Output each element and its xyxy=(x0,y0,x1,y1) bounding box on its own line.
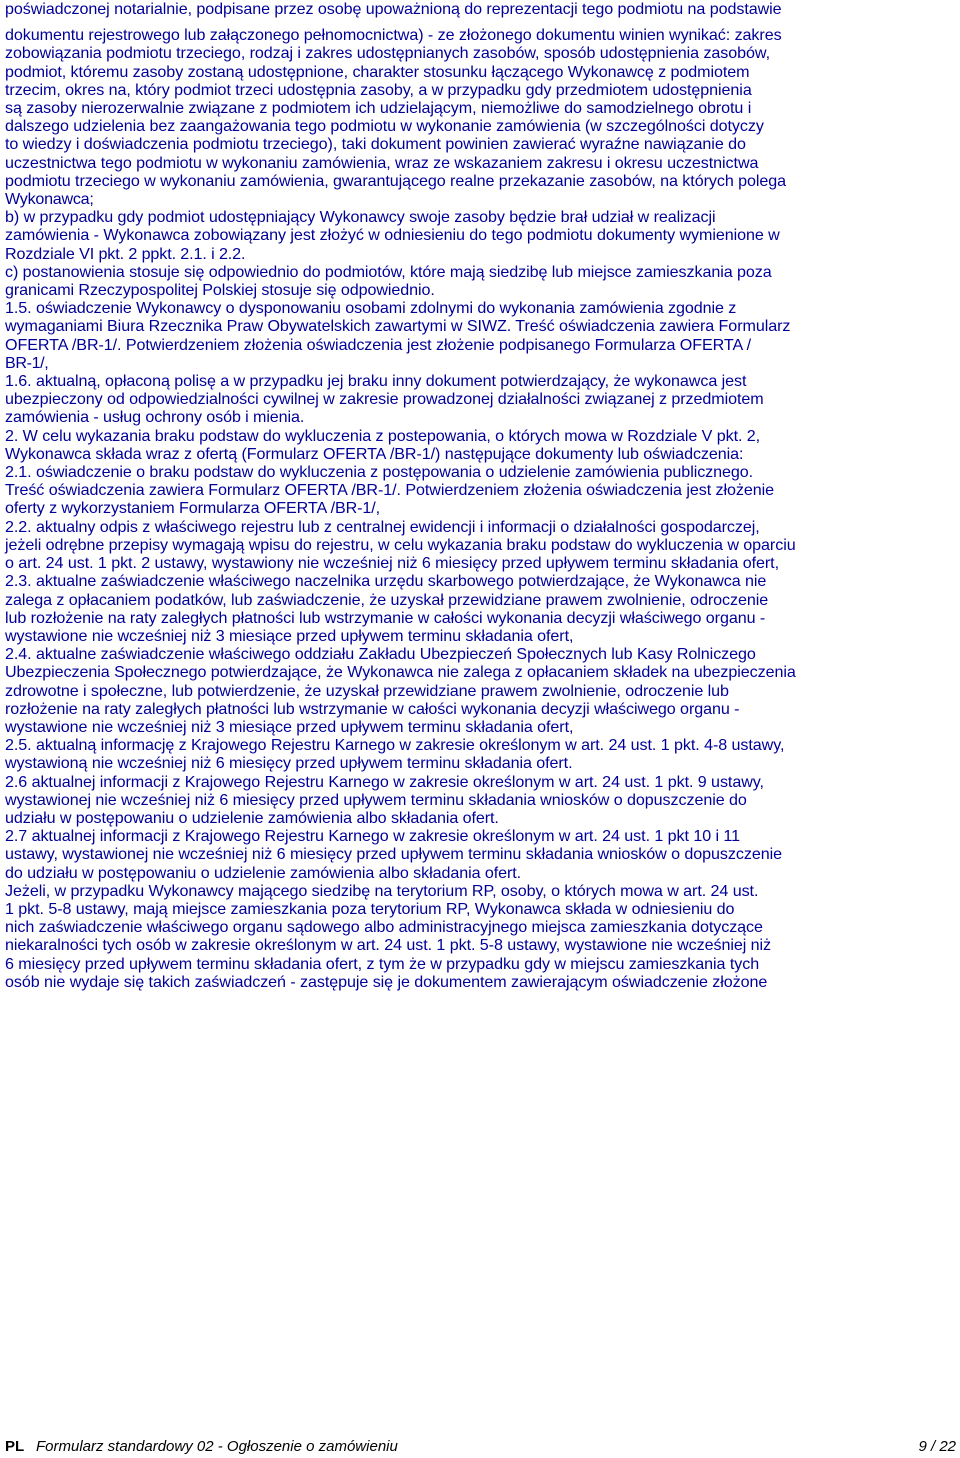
text-line: 2.3. aktualne zaświadczenie właściwego naczelnika urzędu skarbowego potwierdzające, że Wykonawca nie xyxy=(5,572,767,591)
text-line: OFERTA /BR-1/. Potwierdzeniem złożenia oświadczenia jest złożenie podpisanego Formularza OFERTA / xyxy=(5,335,752,354)
document-lines xyxy=(5,26,957,991)
text-line: Wykonawca składa wraz z ofertą (Formularz OFERTA /BR-1/) następujące dokumenty lub oświadczenia: xyxy=(5,444,744,463)
text-line: zobowiązania podmiotu trzeciego, rodzaj i zakres udostępnianych zasobów, sposób udostępnienia zasobów, xyxy=(5,44,770,63)
document-body xyxy=(5,0,957,991)
text-line: 2. W celu wykazania braku podstaw do wykluczenia z postepowania, o których mowa w Rozdziale V pkt. 2, xyxy=(5,426,761,445)
text-line: wystawionej nie wcześniej niż 6 miesięcy przed upływem terminu składania wniosków o dopuszczenie do xyxy=(5,790,747,809)
text-line: Jeżeli, w przypadku Wykonawcy mającego siedzibę na terytorium RP, osoby, o których mowa w art. 24 ust. xyxy=(5,881,759,900)
text-line: zdrowotne i społeczne, lub potwierdzenie, że uzyskał przewidziane prawem zwolnienie, odroczenie lub xyxy=(5,681,729,700)
text-line: Wykonawca; xyxy=(5,190,94,209)
text-line: nich zaświadczenie właściwego organu sądowego albo administracyjnego miejsca zamieszkania dotyczące xyxy=(5,918,763,937)
text-line: zamówienia - Wykonawca zobowiązany jest złożyć w odniesieniu do tego podmiotu dokumenty wymienione w xyxy=(5,226,780,245)
text-line: do udziału w postępowaniu o udzielenie zamówienia albo składania ofert. xyxy=(5,863,522,882)
text-line: 2.1. oświadczenie o braku podstaw do wykluczenia z postępowania o udzielenie zamówienia publicznego. xyxy=(5,463,754,482)
text-line: uczestnictwa tego podmiotu w wykonaniu zamówienia, wraz ze wskazaniem zakresu i okresu uczestnictwa xyxy=(5,153,759,172)
text-line: jeżeli odrębne przepisy wymagają wpisu do rejestru, w celu wykazania braku podstaw do wykluczenia w oparciu xyxy=(5,535,796,554)
paragraph-gap xyxy=(5,18,957,26)
text-line: wymaganiami Biura Rzecznika Praw Obywatelskich zawartymi w SIWZ. Treść oświadczenia zawiera Formularz xyxy=(5,317,791,336)
text-line: oferty z wykorzystaniem Formularza OFERTA /BR-1/, xyxy=(5,499,381,518)
text-line: rozłożenie na raty zaległych płatności lub wstrzymanie w całości wykonania decyzji właściwego organu - xyxy=(5,699,740,718)
text-line: to wiedzy i doświadczenia podmiotu trzeciego), taki dokument powinien zawierać wyraźne nawiązanie do xyxy=(5,135,746,154)
form-title: Formularz standardowy 02 - Ogłoszenie o zamówieniu xyxy=(36,1438,398,1455)
text-line: granicami Rzeczypospolitej Polskiej stosuje się odpowiednio. xyxy=(5,281,435,300)
text-line: zamówienia - usług ochrony osób i mienia. xyxy=(5,408,305,427)
text-line: Rozdziale VI pkt. 2 ppkt. 2.1. i 2.2. xyxy=(5,244,246,263)
text-line: Treść oświadczenia zawiera Formularz OFERTA /BR-1/. Potwierdzeniem złożenia oświadczenia jest złożenie xyxy=(5,481,774,500)
text-line: BR-1/, xyxy=(5,353,49,372)
text-line: podmiot, któremu zasoby zostaną udostępnione, charakter stosunku łączącego Wykonawcę z podmiotem xyxy=(5,62,750,81)
text-line: 2.4. aktualne zaświadczenie właściwego oddziału Zakładu Ubezpieczeń Społecznych lub Kasy Rolniczego xyxy=(5,645,756,664)
text-line: niekaralności tych osób w zakresie określonym w art. 24 ust. 1 pkt. 5-8 ustawy, wystawione nie wcześniej niż xyxy=(5,936,772,955)
text-line: o art. 24 ust. 1 pkt. 2 ustawy, wystawiony nie wcześniej niż 6 miesięcy przed upływem terminu składania ofert, xyxy=(5,554,779,573)
language-code: PL xyxy=(5,1438,25,1455)
text-line: c) postanowienia stosuje się odpowiednio do podmiotów, które mają siedzibę lub miejsce zamieszkania poza xyxy=(5,262,772,281)
text-line: wystawioną nie wcześniej niż 6 miesięcy przed upływem terminu składania ofert. xyxy=(5,754,573,773)
text-line: 2.2. aktualny odpis z właściwego rejestru lub z centralnej ewidencji i informacji o działalności gospodarczej, xyxy=(5,517,760,536)
text-line: dalszego udzielenia bez zaangażowania tego podmiotu w wykonanie zamówienia (w szczególności dotyczy xyxy=(5,117,764,136)
text-line: 1.6. aktualną, opłaconą polisę a w przypadku jej braku inny dokument potwierdzający, że wykonawca jest xyxy=(5,372,747,391)
text-line: wystawione nie wcześniej niż 3 miesiące przed upływem terminu składania ofert, xyxy=(5,626,574,645)
text-line: 2.6 aktualnej informacji z Krajowego Rejestru Karnego w zakresie określonym w art. 24 ust. 1 pkt. 9 ustawy, xyxy=(5,772,764,791)
text-line: 1.5. oświadczenie Wykonawcy o dysponowaniu osobami zdolnymi do wykonania zamówienia zgodnie z xyxy=(5,299,737,318)
text-line: poświadczonej notarialnie, podpisane przez osobę upoważnioną do reprezentacji tego podmiotu na podstawie xyxy=(5,0,782,18)
text-line: 2.7 aktualnej informacji z Krajowego Rejestru Karnego w zakresie określonym w art. 24 ust. 1 pkt 10 i 11 xyxy=(5,827,740,846)
text-line: 2.5. aktualną informację z Krajowego Rejestru Karnego w zakresie określonym w art. 24 ust. 1 pkt. 4-8 ustawy, xyxy=(5,736,785,755)
text-line: są zasoby nierozerwalnie związane z podmiotem ich udzielającym, niemożliwe do samodzielnego obrotu i xyxy=(5,99,752,118)
text-line: lub rozłożenie na raty zaległych płatności lub wstrzymanie w całości wykonania decyzji właściwego organu - xyxy=(5,608,766,627)
text-line: b) w przypadku gdy podmiot udostępniający Wykonawcy swoje zasoby będzie brał udział w realizacji xyxy=(5,208,716,227)
text-line: zalega z opłacaniem podatków, lub zaświadczenie, że uzyskał przewidziane prawem zwolnienie, odroczenie xyxy=(5,590,769,609)
text-line: 1 pkt. 5-8 ustawy, mają miejsce zamieszkania poza terytorium RP, Wykonawca składa w odniesieniu do xyxy=(5,899,735,918)
text-line: 6 miesięcy przed upływem terminu składania ofert, z tym że w przypadku gdy w miejscu zamieszkania tych xyxy=(5,954,760,973)
text-line: osób nie wydaje się takich zaświadczeń - zastępuje się je dokumentem zawierającym oświadczenie złożone xyxy=(5,972,768,991)
text-line: trzecim, okres na, który podmiot trzeci udostępnia zasoby, a w przypadku gdy przedmiotem udostępnienia xyxy=(5,80,752,99)
page-footer xyxy=(5,1437,956,1457)
text-line: wystawione nie wcześniej niż 3 miesiące przed upływem terminu składania ofert, xyxy=(5,717,574,736)
text-line: ustawy, wystawionej nie wcześniej niż 6 miesięcy przed upływem terminu składania wniosków o dopuszczenie xyxy=(5,845,782,864)
text-line: dokumentu rejestrowego lub załączonego pełnomocnictwa) - ze złożonego dokumentu winien wynikać: zakres xyxy=(5,26,782,45)
text-line: podmiotu trzeciego w wykonaniu zamówienia, gwarantującego realne przekazanie zasobów, na których polega xyxy=(5,171,787,190)
text-line: udziału w postępowaniu o udzielenie zamówienia albo składania ofert. xyxy=(5,808,499,827)
text-line: ubezpieczony od odpowiedzialności cywilnej w zakresie prowadzonej działalności związanej z przedmiotem xyxy=(5,390,764,409)
text-line: Ubezpieczenia Społecznego potwierdzające, że Wykonawca nie zalega z opłacaniem składek na ubezpieczenia xyxy=(5,663,796,682)
page-number: 9 / 22 xyxy=(918,1438,956,1455)
